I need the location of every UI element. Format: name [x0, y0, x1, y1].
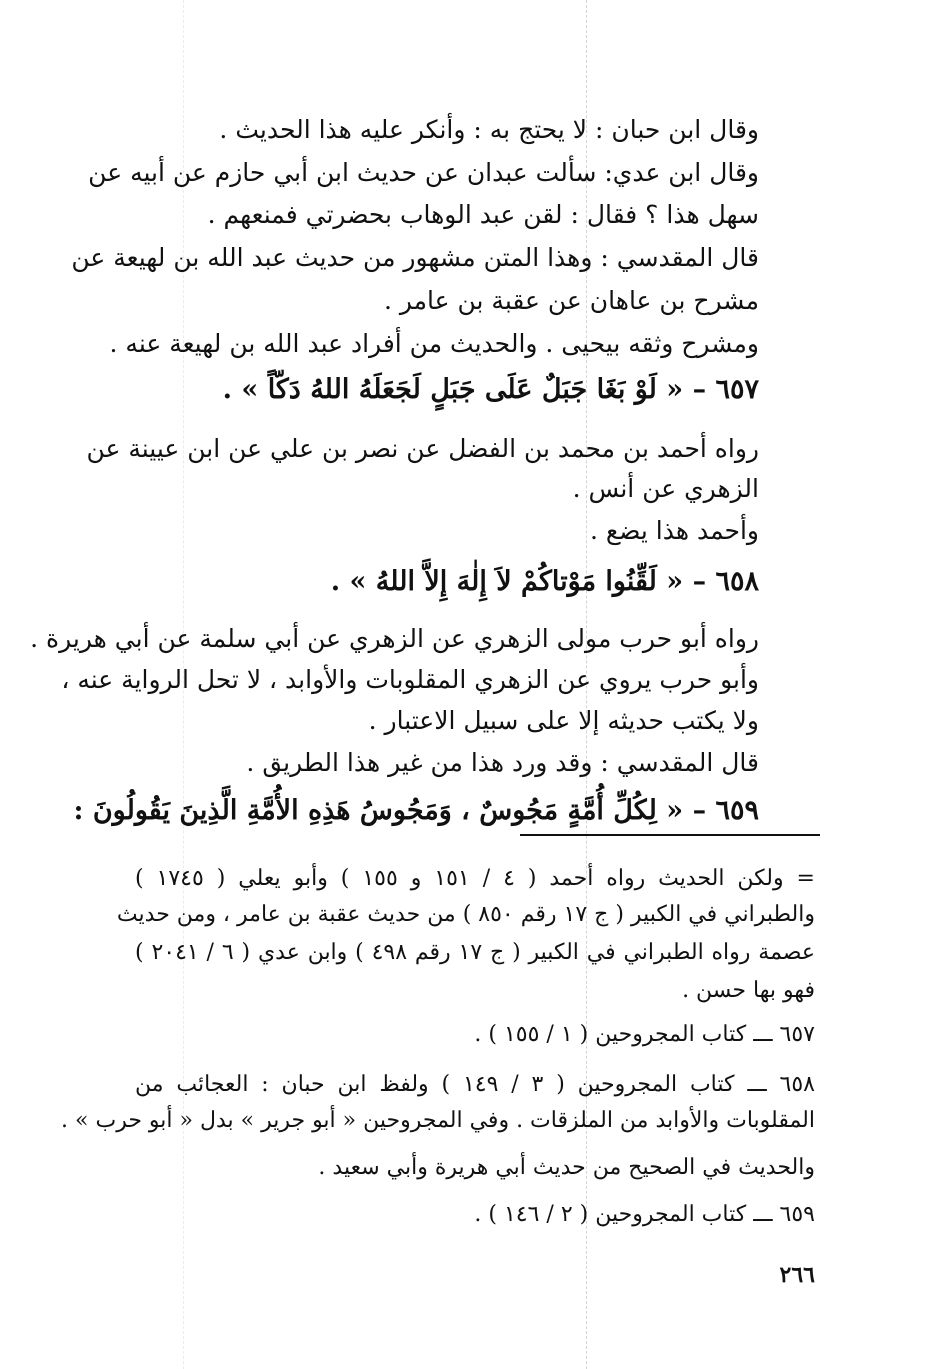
body-line: ولا يكتب حديثه إلا على سبيل الاعتبار . — [368, 706, 759, 735]
page-number: ٢٦٦ — [779, 1262, 815, 1288]
footnote-line: ٦٥٧ ـــ كتاب المجروحين ( ١ / ١٥٥ ) . — [474, 1022, 815, 1047]
body-line: قال المقدسي : وقد ورد هذا من غير هذا الطريق . — [246, 748, 759, 777]
body-line: وقال ابن حبان : لا يحتج به : وأنكر عليه هذا الحديث . — [219, 115, 759, 144]
footnote-line: عصمة رواه الطبراني في الكبير ( ج ١٧ رقم ٤٩٨ ) وابن عدي ( ٦ / ٢٠٤١ ) — [135, 940, 815, 965]
footnote-line: = ولكن الحديث رواه أحمد ( ٤ / ١٥١ و ١٥٥ ) وأبو يعلي ( ١٧٤٥ ) — [135, 866, 815, 891]
footnote-line: ٦٥٨ ـــ كتاب المجروحين ( ٣ / ١٤٩ ) ولفظ ابن حبان : العجائب من — [135, 1072, 815, 1097]
hadith-heading-657: ٦٥٧ – « لَوْ بَغَا جَبَلٌ عَلَى جَبَلٍ لَجَعَلَهُ اللهُ دَكّاً » . — [222, 374, 759, 405]
footnote-line: والطبراني في الكبير ( ج ١٧ رقم ٨٥٠ ) من حديث عقبة بن عامر ، ومن حديث — [116, 902, 815, 927]
footnote-line: فهو بها حسن . — [682, 978, 815, 1003]
body-line: سهل هذا ؟ فقال : لقن عبد الوهاب بحضرتي فمنعهم . — [207, 200, 759, 229]
body-line: وأبو حرب يروي عن الزهري المقلوبات والأوابد ، لا تحل الرواية عنه ، — [61, 665, 759, 694]
hadith-heading-658: ٦٥٨ – « لَقِّنُوا مَوْتاكُمْ لاَ إِلٰهَ إِلاَّ اللهُ » . — [330, 566, 759, 597]
body-line: رواه أبو حرب مولى الزهري عن الزهري عن أبي سلمة عن أبي هريرة . — [30, 624, 759, 653]
body-line: وقال ابن عدي: سألت عبدان عن حديث ابن أبي حازم عن أبيه عن — [88, 158, 759, 187]
footnote-line: والحديث في الصحيح من حديث أبي هريرة وأبي سعيد . — [318, 1155, 815, 1180]
footnote-line: المقلوبات والأوابد من الملزقات . وفي المجروحين « أبو جرير » بدل « أبو حرب » . — [61, 1108, 815, 1133]
hadith-heading-659: ٦٥٩ – « لِكُلِّ أُمَّةٍ مَجُوسٌ ، وَمَجُوسُ هَذِهِ الأُمَّةِ الَّذِينَ يَقُولُونَ : — [73, 795, 759, 826]
body-line: مشرح بن عاهان عن عقبة بن عامر . — [383, 286, 759, 315]
body-line: قال المقدسي : وهذا المتن مشهور من حديث عبد الله بن لهيعة عن — [71, 243, 759, 272]
body-line: وأحمد هذا يضع . — [589, 516, 759, 545]
footnote-separator — [520, 834, 820, 836]
footnote-line: ٦٥٩ ـــ كتاب المجروحين ( ٢ / ١٤٦ ) . — [474, 1202, 815, 1227]
body-line: الزهري عن أنس . — [572, 474, 759, 503]
body-line: ومشرح وثقه بيحيى . والحديث من أفراد عبد الله بن لهيعة عنه . — [109, 329, 759, 358]
body-line: رواه أحمد بن محمد بن الفضل عن نصر بن علي عن ابن عيينة عن — [86, 434, 759, 463]
